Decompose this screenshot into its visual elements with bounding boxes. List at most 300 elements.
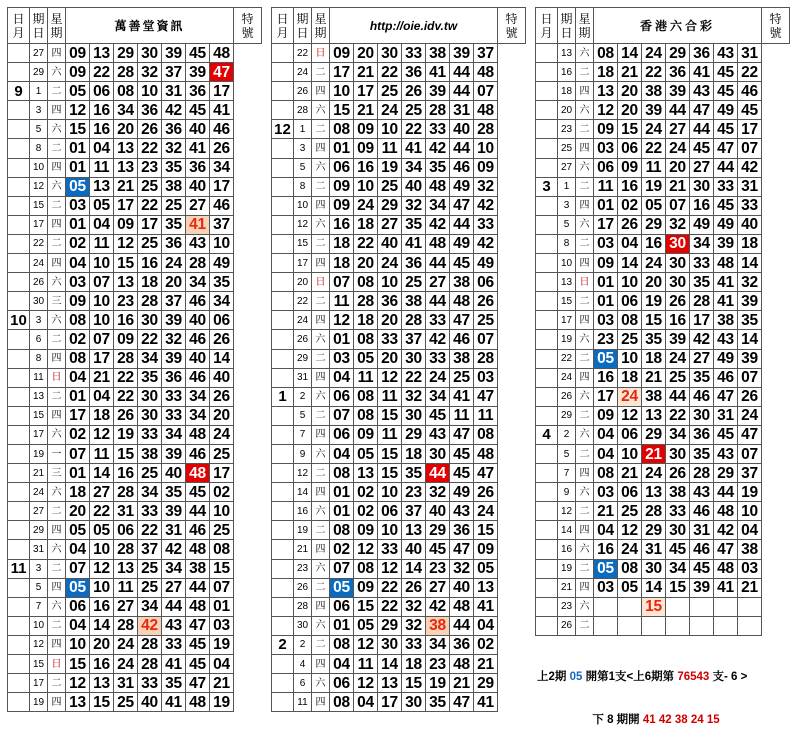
- number-cell: 22: [138, 139, 162, 158]
- special-number-cell: 47: [474, 387, 498, 406]
- number-cell: 31: [714, 406, 738, 425]
- number-cell: 39: [162, 44, 186, 63]
- number-cell: 17: [330, 63, 354, 82]
- number-cell: 34: [162, 559, 186, 578]
- number-cell: 11: [378, 387, 402, 406]
- table-row: [8, 521, 262, 540]
- month-cell: [536, 120, 558, 139]
- month-cell: [272, 63, 294, 82]
- weekday-cell: 六: [312, 502, 330, 521]
- number-cell: 32: [138, 63, 162, 82]
- number-cell: 27: [378, 215, 402, 234]
- day-cell: 6: [30, 330, 48, 349]
- weekday-cell: 三: [48, 292, 66, 311]
- number-cell: 30: [642, 559, 666, 578]
- number-cell: 31: [114, 674, 138, 693]
- month-cell: [8, 693, 30, 712]
- table-row: [8, 292, 262, 311]
- number-cell: 24: [114, 655, 138, 674]
- special-number-cell: 29: [474, 674, 498, 693]
- number-cell: 42: [138, 616, 162, 635]
- day-cell: 2: [294, 387, 312, 406]
- number-cell: 05: [66, 521, 90, 540]
- month-cell: [272, 693, 294, 712]
- day-cell: 17: [30, 425, 48, 444]
- number-cell: 43: [450, 502, 474, 521]
- month-cell: [272, 82, 294, 101]
- special-number-cell: 48: [474, 63, 498, 82]
- day-cell: 5: [30, 578, 48, 597]
- number-cell: 22: [642, 63, 666, 82]
- number-cell: 20: [666, 158, 690, 177]
- number-cell: 13: [378, 674, 402, 693]
- number-cell: 05: [330, 578, 354, 597]
- header-weekday: 星 期: [48, 8, 66, 44]
- number-cell: 13: [642, 483, 666, 502]
- day-cell: 11: [294, 693, 312, 712]
- special-number-cell: 04: [738, 521, 762, 540]
- weekday-cell: 六: [576, 330, 594, 349]
- month-cell: [8, 655, 30, 674]
- number-cell: 14: [642, 578, 666, 597]
- number-cell: 45: [714, 63, 738, 82]
- number-cell: 43: [690, 82, 714, 101]
- day-cell: 1: [558, 177, 576, 196]
- number-cell: 34: [114, 101, 138, 120]
- number-cell: 45: [186, 655, 210, 674]
- special-number-cell: 21: [210, 674, 234, 693]
- month-cell: [272, 464, 294, 483]
- number-cell: 30: [666, 273, 690, 292]
- number-cell: 11: [354, 368, 378, 387]
- table-row: [8, 502, 262, 521]
- number-cell: 10: [90, 311, 114, 330]
- number-cell: 47: [450, 425, 474, 444]
- month-cell: [8, 502, 30, 521]
- number-cell: 05: [66, 82, 90, 101]
- weekday-cell: 四: [48, 635, 66, 654]
- day-cell: 26: [30, 273, 48, 292]
- number-cell: 33: [162, 387, 186, 406]
- special-number-cell: 35: [738, 311, 762, 330]
- number-cell: 01: [330, 139, 354, 158]
- weekday-cell: 六: [576, 215, 594, 234]
- month-cell: [272, 444, 294, 463]
- header-special: 特 號: [234, 8, 262, 44]
- number-cell: 34: [426, 635, 450, 654]
- number-cell: 45: [450, 444, 474, 463]
- number-cell: 31: [162, 521, 186, 540]
- table-row: [8, 254, 262, 273]
- number-cell: 01: [594, 292, 618, 311]
- number-cell: 13: [90, 44, 114, 63]
- number-cell: 25: [138, 464, 162, 483]
- number-cell: 23: [402, 483, 426, 502]
- number-cell: 33: [426, 120, 450, 139]
- number-cell: 39: [714, 234, 738, 253]
- weekday-cell: 二: [576, 177, 594, 196]
- number-cell: 49: [690, 215, 714, 234]
- number-cell: 13: [114, 273, 138, 292]
- number-cell: 15: [666, 578, 690, 597]
- number-cell: 10: [378, 120, 402, 139]
- number-cell: 41: [162, 693, 186, 712]
- special-number-cell: [738, 597, 762, 616]
- day-cell: 26: [294, 82, 312, 101]
- number-cell: 36: [162, 234, 186, 253]
- number-cell: 10: [90, 540, 114, 559]
- number-cell: 16: [618, 177, 642, 196]
- weekday-cell: 三: [48, 464, 66, 483]
- special-number-cell: 48: [474, 101, 498, 120]
- weekday-cell: 四: [48, 406, 66, 425]
- number-cell: 24: [642, 464, 666, 483]
- number-cell: 24: [666, 349, 690, 368]
- month-cell: [536, 349, 558, 368]
- number-cell: 01: [330, 616, 354, 635]
- special-number-cell: 45: [738, 101, 762, 120]
- special-number-cell: 05: [474, 559, 498, 578]
- number-cell: 06: [618, 483, 642, 502]
- number-cell: 41: [426, 63, 450, 82]
- number-cell: 48: [186, 597, 210, 616]
- month-cell: [272, 330, 294, 349]
- number-cell: 13: [114, 139, 138, 158]
- day-cell: 5: [558, 444, 576, 463]
- number-cell: 29: [642, 521, 666, 540]
- header-month-day: 日 月: [536, 8, 558, 44]
- weekday-cell: 四: [576, 521, 594, 540]
- month-cell: 2: [272, 635, 294, 654]
- number-cell: 16: [114, 464, 138, 483]
- number-cell: 45: [186, 483, 210, 502]
- weekday-cell: 二: [312, 578, 330, 597]
- table-row: [272, 44, 526, 63]
- number-cell: 21: [354, 101, 378, 120]
- number-cell: 10: [90, 254, 114, 273]
- number-cell: 12: [66, 101, 90, 120]
- month-cell: [8, 196, 30, 215]
- number-cell: 40: [450, 578, 474, 597]
- month-cell: [536, 521, 558, 540]
- number-cell: 44: [714, 483, 738, 502]
- number-cell: 04: [618, 234, 642, 253]
- number-cell: 48: [450, 292, 474, 311]
- table-row: [8, 63, 262, 82]
- number-cell: 20: [90, 635, 114, 654]
- table-row: [272, 655, 526, 674]
- month-cell: [536, 158, 558, 177]
- footer-line-2: [537, 711, 795, 727]
- weekday-cell: 四: [312, 540, 330, 559]
- number-cell: 11: [378, 139, 402, 158]
- number-cell: 33: [426, 311, 450, 330]
- weekday-cell: 二: [48, 674, 66, 693]
- number-cell: 30: [402, 406, 426, 425]
- number-cell: 28: [138, 655, 162, 674]
- results-table: [271, 7, 526, 712]
- month-cell: [536, 273, 558, 292]
- month-cell: [272, 655, 294, 674]
- number-cell: 17: [138, 215, 162, 234]
- table-row: [8, 406, 262, 425]
- number-cell: 03: [66, 273, 90, 292]
- number-cell: 48: [714, 559, 738, 578]
- weekday-cell: 二: [312, 635, 330, 654]
- header-period-day: 期 日: [30, 8, 48, 44]
- number-cell: 28: [402, 311, 426, 330]
- month-cell: [272, 425, 294, 444]
- number-cell: 27: [162, 578, 186, 597]
- number-cell: 29: [714, 464, 738, 483]
- number-cell: 22: [138, 196, 162, 215]
- table-row: [536, 311, 790, 330]
- number-cell: 39: [162, 311, 186, 330]
- table-row: [536, 82, 790, 101]
- weekday-cell: 二: [48, 139, 66, 158]
- footer-text: 開第1支<上6期第: [585, 671, 675, 683]
- special-number-cell: 42: [738, 158, 762, 177]
- weekday-cell: 六: [576, 44, 594, 63]
- special-number-cell: 19: [738, 483, 762, 502]
- number-cell: 17: [354, 82, 378, 101]
- table-row: [272, 635, 526, 654]
- number-cell: 04: [66, 254, 90, 273]
- number-cell: 15: [378, 444, 402, 463]
- month-cell: [536, 444, 558, 463]
- number-cell: 12: [618, 406, 642, 425]
- number-cell: 14: [90, 616, 114, 635]
- table-row: [272, 63, 526, 82]
- number-cell: 04: [66, 616, 90, 635]
- number-cell: [666, 597, 690, 616]
- month-cell: [8, 597, 30, 616]
- number-cell: 26: [402, 82, 426, 101]
- number-cell: 33: [138, 425, 162, 444]
- special-number-cell: 49: [474, 254, 498, 273]
- weekday-cell: 六: [48, 311, 66, 330]
- month-cell: [272, 368, 294, 387]
- number-cell: 49: [450, 483, 474, 502]
- month-cell: [8, 158, 30, 177]
- weekday-cell: 六: [48, 120, 66, 139]
- number-cell: 42: [162, 101, 186, 120]
- number-cell: 01: [66, 387, 90, 406]
- table-row: [536, 540, 790, 559]
- number-cell: 48: [186, 464, 210, 483]
- number-cell: 34: [666, 425, 690, 444]
- number-cell: 24: [426, 368, 450, 387]
- special-number-cell: 37: [474, 44, 498, 63]
- number-cell: 08: [354, 273, 378, 292]
- number-cell: 19: [642, 292, 666, 311]
- weekday-cell: 二: [576, 559, 594, 578]
- number-cell: 22: [402, 368, 426, 387]
- number-cell: 22: [378, 578, 402, 597]
- number-cell: 48: [186, 693, 210, 712]
- number-cell: 08: [114, 82, 138, 101]
- number-cell: 18: [66, 483, 90, 502]
- number-cell: 41: [690, 63, 714, 82]
- number-cell: 12: [90, 425, 114, 444]
- number-cell: 47: [450, 311, 474, 330]
- weekday-cell: 六: [48, 177, 66, 196]
- number-cell: 38: [450, 349, 474, 368]
- number-cell: 10: [378, 273, 402, 292]
- month-cell: [8, 215, 30, 234]
- month-cell: 10: [8, 311, 30, 330]
- number-cell: 38: [186, 559, 210, 578]
- number-cell: 18: [594, 63, 618, 82]
- number-cell: 32: [162, 139, 186, 158]
- weekday-cell: 日: [312, 44, 330, 63]
- month-cell: [8, 540, 30, 559]
- day-cell: 8: [294, 177, 312, 196]
- day-cell: 19: [558, 559, 576, 578]
- number-cell: 25: [378, 177, 402, 196]
- number-cell: 09: [114, 215, 138, 234]
- number-cell: 15: [642, 311, 666, 330]
- special-number-cell: 47: [474, 464, 498, 483]
- number-cell: 18: [402, 444, 426, 463]
- special-number-cell: 33: [738, 196, 762, 215]
- number-cell: 30: [666, 521, 690, 540]
- month-cell: [8, 349, 30, 368]
- number-cell: 47: [450, 196, 474, 215]
- number-cell: 22: [90, 502, 114, 521]
- number-cell: 17: [90, 349, 114, 368]
- number-cell: 26: [618, 215, 642, 234]
- weekday-cell: 四: [576, 368, 594, 387]
- number-cell: 18: [90, 406, 114, 425]
- table-row: [272, 464, 526, 483]
- number-cell: 40: [186, 311, 210, 330]
- number-cell: 16: [90, 655, 114, 674]
- weekday-cell: 四: [48, 101, 66, 120]
- weekday-cell: 二: [48, 234, 66, 253]
- number-cell: 10: [66, 635, 90, 654]
- weekday-cell: 四: [312, 311, 330, 330]
- special-number-cell: 22: [738, 63, 762, 82]
- number-cell: 04: [594, 521, 618, 540]
- number-cell: 34: [666, 559, 690, 578]
- number-cell: 28: [426, 101, 450, 120]
- results-table: [535, 7, 790, 636]
- number-cell: 14: [90, 464, 114, 483]
- number-cell: 18: [354, 215, 378, 234]
- day-cell: 15: [30, 406, 48, 425]
- number-cell: 39: [162, 349, 186, 368]
- number-cell: 46: [186, 521, 210, 540]
- number-cell: 12: [90, 559, 114, 578]
- month-cell: [536, 406, 558, 425]
- weekday-cell: 二: [312, 63, 330, 82]
- table-row: [8, 82, 262, 101]
- number-cell: 07: [90, 330, 114, 349]
- header-period-day: 期 日: [558, 8, 576, 44]
- weekday-cell: 四: [312, 196, 330, 215]
- number-cell: 07: [666, 196, 690, 215]
- day-cell: 29: [30, 63, 48, 82]
- special-number-cell: 24: [738, 406, 762, 425]
- special-number-cell: 14: [738, 330, 762, 349]
- number-cell: 35: [138, 368, 162, 387]
- weekday-cell: 日: [48, 368, 66, 387]
- column-title: 香港六合彩: [594, 8, 762, 44]
- number-cell: 44: [426, 254, 450, 273]
- number-cell: 36: [402, 63, 426, 82]
- table-row: [272, 158, 526, 177]
- weekday-cell: 六: [576, 101, 594, 120]
- number-cell: 16: [90, 101, 114, 120]
- table-row: [536, 464, 790, 483]
- number-cell: 11: [114, 578, 138, 597]
- number-cell: 08: [66, 349, 90, 368]
- number-cell: 41: [186, 139, 210, 158]
- number-cell: 42: [690, 330, 714, 349]
- number-cell: 30: [378, 44, 402, 63]
- number-cell: 03: [594, 483, 618, 502]
- number-cell: 12: [354, 635, 378, 654]
- number-cell: 36: [450, 635, 474, 654]
- day-cell: 27: [30, 502, 48, 521]
- number-cell: 30: [378, 635, 402, 654]
- table-row: [536, 177, 790, 196]
- weekday-cell: 一: [48, 444, 66, 463]
- special-number-cell: 28: [474, 120, 498, 139]
- month-cell: [272, 158, 294, 177]
- special-number-cell: 32: [474, 177, 498, 196]
- number-cell: 04: [594, 444, 618, 463]
- number-cell: 39: [666, 82, 690, 101]
- number-cell: 29: [378, 196, 402, 215]
- number-cell: 30: [666, 254, 690, 273]
- number-cell: 36: [402, 254, 426, 273]
- number-cell: 24: [642, 120, 666, 139]
- number-cell: 06: [378, 502, 402, 521]
- special-number-cell: 35: [210, 273, 234, 292]
- day-cell: 17: [558, 311, 576, 330]
- day-cell: 3: [30, 311, 48, 330]
- number-cell: 20: [354, 254, 378, 273]
- special-number-cell: 25: [210, 521, 234, 540]
- number-cell: 13: [114, 158, 138, 177]
- number-cell: [714, 616, 738, 635]
- day-cell: 16: [558, 63, 576, 82]
- number-cell: 47: [186, 674, 210, 693]
- number-cell: 36: [666, 63, 690, 82]
- special-number-cell: 31: [738, 44, 762, 63]
- number-cell: 06: [330, 597, 354, 616]
- number-cell: 49: [450, 234, 474, 253]
- table-row: [8, 559, 262, 578]
- number-cell: 41: [402, 234, 426, 253]
- number-cell: 25: [138, 578, 162, 597]
- number-cell: 27: [426, 578, 450, 597]
- month-cell: [8, 44, 30, 63]
- table-row: [272, 559, 526, 578]
- month-cell: [536, 44, 558, 63]
- day-cell: 8: [30, 349, 48, 368]
- weekday-cell: 二: [576, 292, 594, 311]
- number-cell: 42: [426, 597, 450, 616]
- number-cell: 25: [666, 368, 690, 387]
- number-cell: 32: [666, 215, 690, 234]
- number-cell: 16: [114, 311, 138, 330]
- weekday-cell: 六: [576, 158, 594, 177]
- number-cell: 29: [666, 44, 690, 63]
- day-cell: 21: [294, 540, 312, 559]
